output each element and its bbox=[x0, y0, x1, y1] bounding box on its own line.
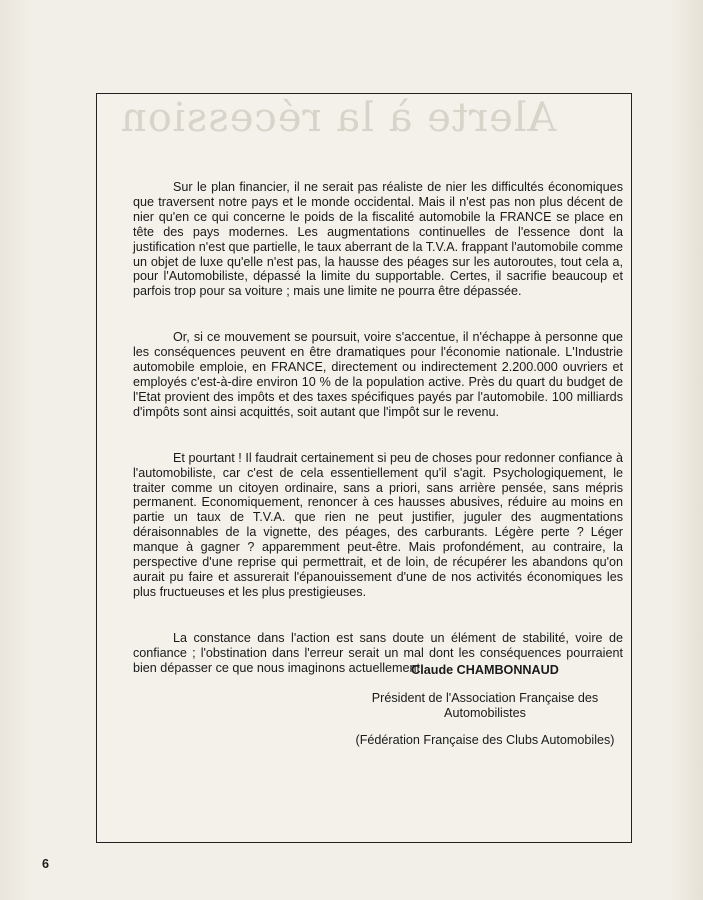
show-through-title: Alerte à la récession bbox=[120, 95, 557, 141]
signatory-first-name: Claude bbox=[411, 663, 454, 677]
paragraph-fiscal: Sur le plan financier, il ne serait pas réaliste de nier les difficultés économiques que traversent notre pays et le monde occidental. Mais il n'est pas non plus décent de nier qu'en ce qui concerne le poids de la fiscalité automobile la FRANCE se place en tête des pays modernes. Les augmentations continuelles de l'essence dont la justification n'est que partielle, le taux aberrant de la T.V.A. frappant l'automobile comme un objet de luxe qu'elle n'est pas, la hausse des péages sur les autoroutes, tout cela a, pour l'Automobiliste, dépassé la limite du supportable. Certes, il sacrifie beaucoup et parfois trop pour sa voiture ; mais une limite ne pourra être dépassée. bbox=[133, 180, 623, 299]
paragraph-economy: Or, si ce mouvement se poursuit, voire s'accentue, il n'échappe à personne que les conséquences peuvent en être dramatiques pour l'économie nationale. L'Industrie automobile emploie, en FRANCE, directement ou indirectement 2.200.000 ouvriers et employés c'est-à-dire environ 10 % de la population active. Près du quart du budget de l'Etat provient des impôts et des taxes spécifiques payés par l'automobile. 100 milliards d'impôts sont ainsi acquittés, soit autant que l'impôt sur le revenu. bbox=[133, 330, 623, 419]
signatory-name bbox=[340, 663, 630, 678]
signature-block bbox=[340, 663, 630, 748]
signatory-federation: (Fédération Française des Clubs Automobiles) bbox=[355, 733, 615, 747]
paragraph-confidence: Et pourtant ! Il faudrait certainement si peu de choses pour redonner confiance à l'automobiliste, car c'est de cela essentiellement qu'il s'agit. Psychologiquement, le traiter comme un citoyen ordinaire, sans a priori, sans arrière pensée, sans mépris permanent. Economiquement, renoncer à ces hausses abusives, réduire au moins en partie un taux de T.V.A. que rien ne peut justifier, juguler des augmentations déraisonnables de la vignette, des péages, des carburants. Légère perte ? Léger manque à gagner ? apparemment peut-être. Mais profondément, au contraire, la perspective d'une reprise qui permettrait, et de loin, de récupérer les abandons qu'on aurait pu faire et assurerait l'épanouissement d'une de nos activités économiques les plus fructueuses et les plus prestigieuses. bbox=[133, 450, 623, 599]
paragraph-constance: La constance dans l'action est sans doute un élément de stabilité, voire de confiance ; l'obstination dans l'erreur serait un mal dont les conséquences pourraient bien dépasser ce que nous imaginons actuellement. bbox=[133, 630, 623, 675]
page-number: 6 bbox=[42, 857, 50, 871]
signatory-last-name: CHAMBONNAUD bbox=[456, 663, 559, 677]
signatory-role: Président de l'Association Française des Automobilistes bbox=[371, 691, 599, 720]
letter-body bbox=[133, 180, 623, 706]
